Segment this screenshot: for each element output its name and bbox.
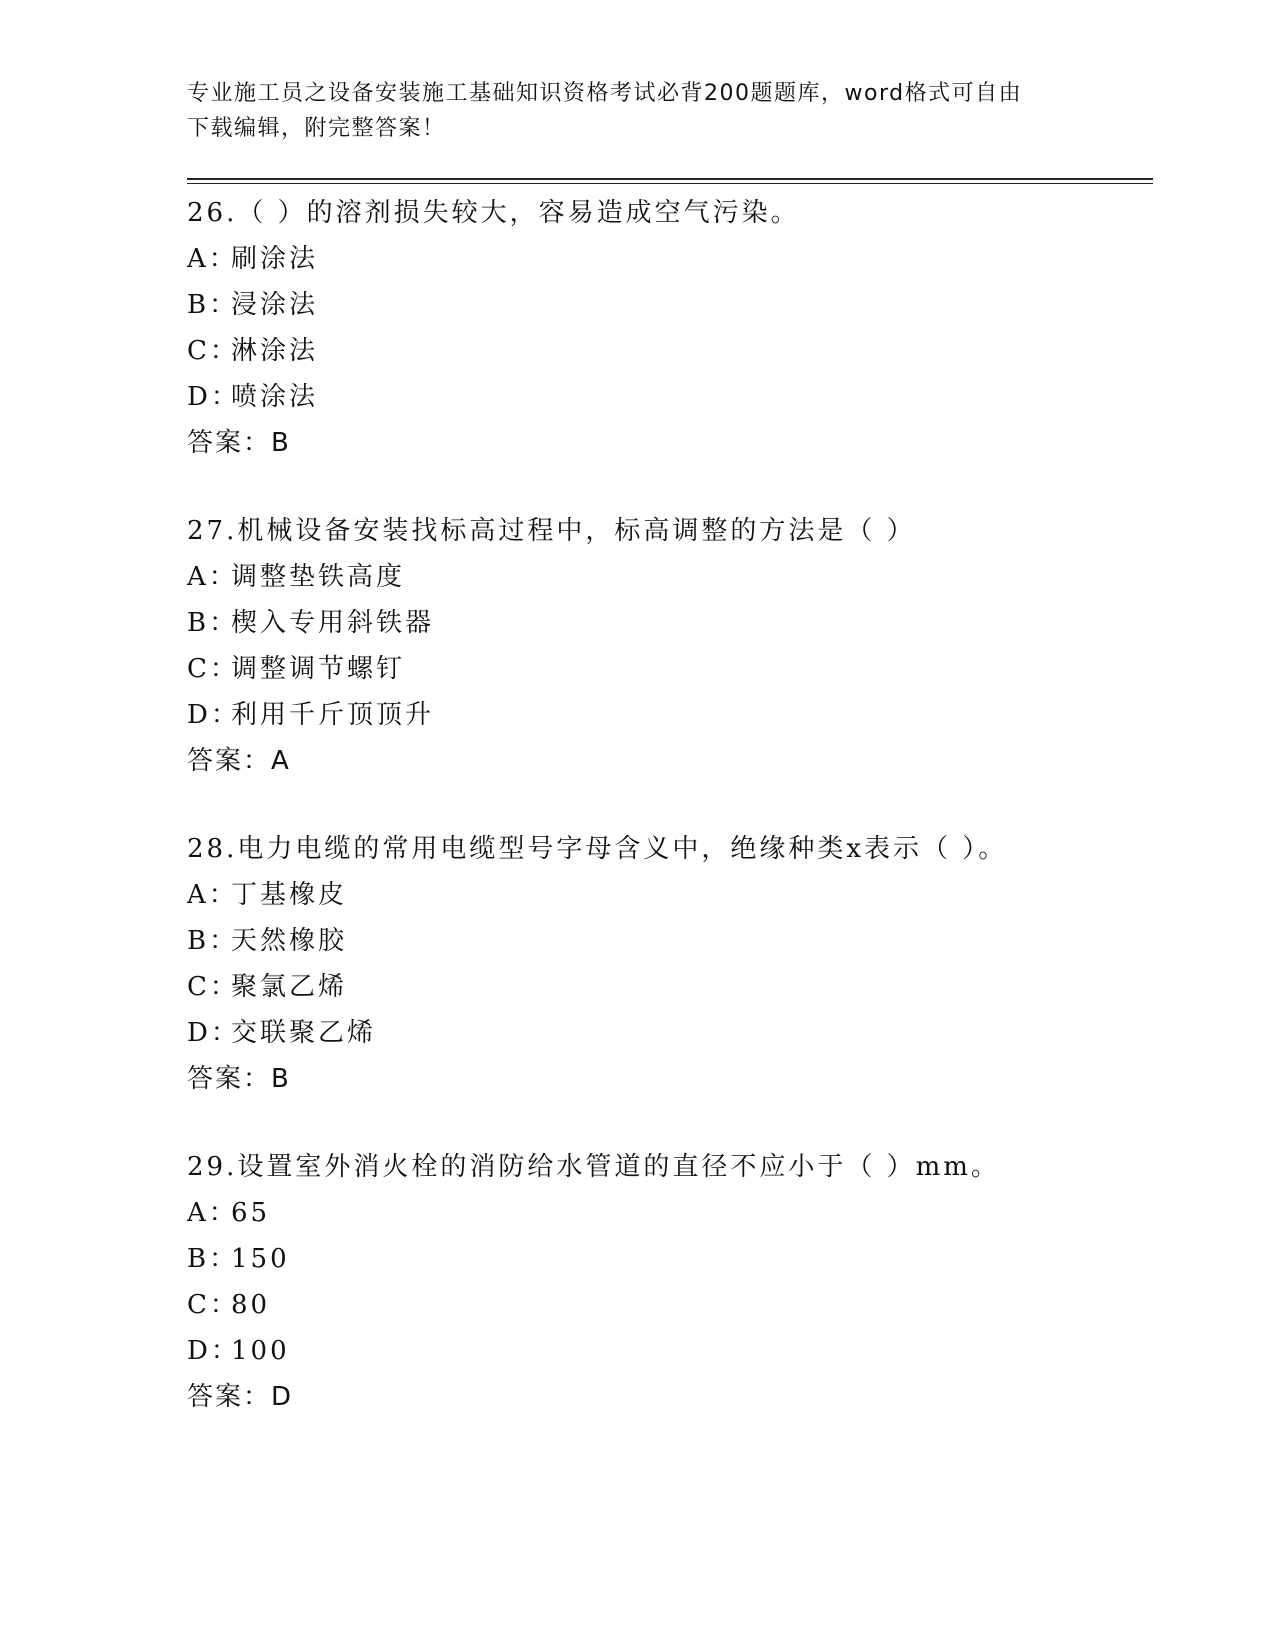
question-item xyxy=(187,508,1147,784)
question-list xyxy=(187,190,1147,1462)
option-label: D： xyxy=(187,700,240,730)
option-label: B： xyxy=(187,926,239,956)
header-divider-thick xyxy=(187,178,1153,180)
question-stem: 26.（ ）的溶剂损失较大，容易造成空气污染。 xyxy=(187,198,800,228)
option-text: 利用千斤顶顶升 xyxy=(231,700,435,730)
option-c xyxy=(187,646,1147,692)
option-text: 80 xyxy=(231,1290,271,1320)
option-text: 浸涂法 xyxy=(231,290,319,320)
header-line-1: 专业施工员之设备安装施工基础知识资格考试必背200题题库，word格式可自由 xyxy=(187,81,1023,106)
question-stem: 28.电力电缆的常用电缆型号字母含义中，绝缘种类x表示（ ）。 xyxy=(187,834,1008,864)
option-d xyxy=(187,1328,1147,1374)
option-label: C： xyxy=(187,336,239,366)
question-stem: 29.设置室外消火栓的消防给水管道的直径不应小于（ ）mm。 xyxy=(187,1152,1000,1182)
option-b xyxy=(187,1236,1147,1282)
option-a xyxy=(187,236,1147,282)
option-label: C： xyxy=(187,1290,239,1320)
option-text: 淋涂法 xyxy=(231,336,319,366)
option-a xyxy=(187,554,1147,600)
option-text: 调整调节螺钉 xyxy=(231,654,406,684)
document-header xyxy=(187,76,1087,146)
option-text: 交联聚乙烯 xyxy=(231,1018,377,1048)
option-label: C： xyxy=(187,972,239,1002)
question-item xyxy=(187,826,1147,1102)
option-text: 丁基橡皮 xyxy=(231,880,348,910)
option-text: 楔入专用斜铁器 xyxy=(231,608,435,638)
option-b xyxy=(187,600,1147,646)
option-text: 喷涂法 xyxy=(231,382,319,412)
option-label: A： xyxy=(187,880,238,910)
header-divider-thin xyxy=(187,183,1153,184)
option-label: D： xyxy=(187,1018,240,1048)
option-text: 天然橡胶 xyxy=(231,926,348,956)
question-item xyxy=(187,1144,1147,1420)
option-text: 刷涂法 xyxy=(231,244,319,274)
option-label: B： xyxy=(187,608,239,638)
header-line-2: 下载编辑，附完整答案！ xyxy=(187,116,446,141)
option-text: 调整垫铁高度 xyxy=(231,562,406,592)
question-stem: 27.机械设备安装找标高过程中，标高调整的方法是（ ） xyxy=(187,516,916,546)
question-item xyxy=(187,190,1147,466)
option-label: D： xyxy=(187,1336,240,1366)
option-b xyxy=(187,282,1147,328)
answer-line: 答案：B xyxy=(187,428,291,458)
option-d xyxy=(187,1010,1147,1056)
option-a xyxy=(187,872,1147,918)
option-c xyxy=(187,964,1147,1010)
option-label: A： xyxy=(187,1198,238,1228)
option-c xyxy=(187,1282,1147,1328)
option-text: 65 xyxy=(231,1198,271,1228)
option-b xyxy=(187,918,1147,964)
answer-line: 答案：A xyxy=(187,746,291,776)
option-text: 100 xyxy=(231,1336,290,1366)
option-d xyxy=(187,374,1147,420)
option-label: B： xyxy=(187,1244,239,1274)
answer-line: 答案：D xyxy=(187,1382,294,1412)
option-label: A： xyxy=(187,562,238,592)
option-a xyxy=(187,1190,1147,1236)
option-c xyxy=(187,328,1147,374)
option-label: C： xyxy=(187,654,239,684)
option-text: 150 xyxy=(231,1244,290,1274)
answer-line: 答案：B xyxy=(187,1064,291,1094)
option-label: D： xyxy=(187,382,240,412)
option-text: 聚氯乙烯 xyxy=(231,972,348,1002)
option-label: A： xyxy=(187,244,238,274)
option-label: B： xyxy=(187,290,239,320)
option-d xyxy=(187,692,1147,738)
